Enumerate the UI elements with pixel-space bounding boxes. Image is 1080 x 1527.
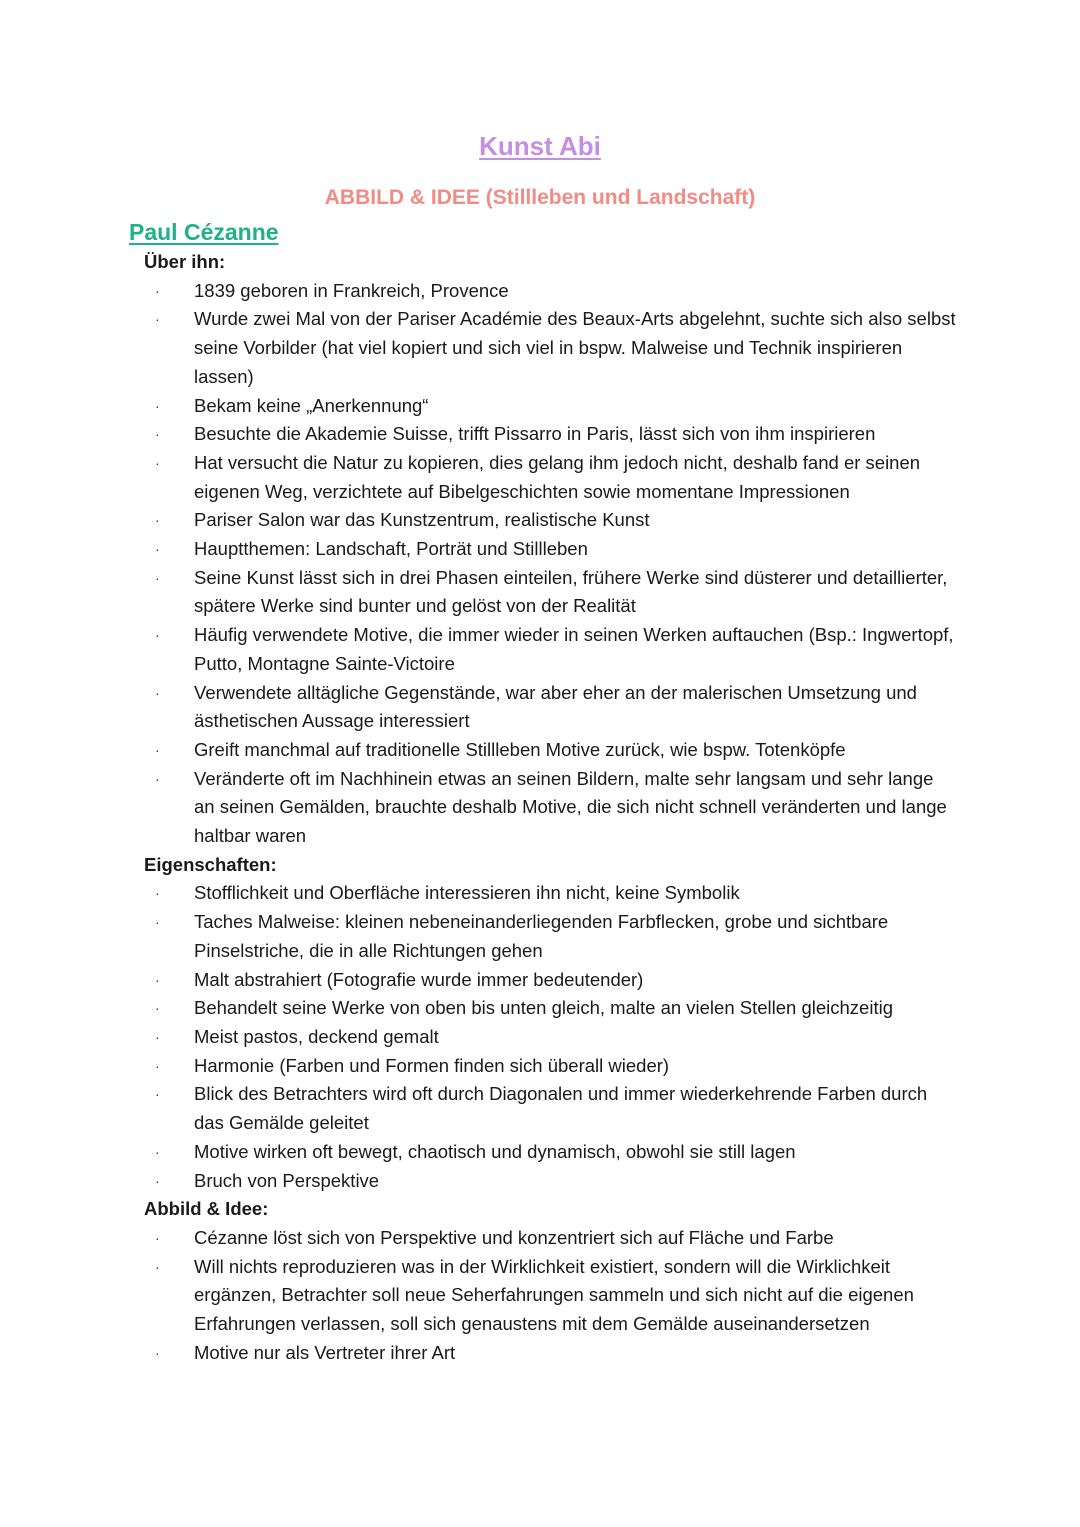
list-item	[129, 535, 959, 564]
list-item	[129, 879, 959, 908]
list-item-text: Pariser Salon war das Kunstzentrum, realistische Kunst	[194, 509, 650, 531]
list-item	[129, 621, 959, 678]
bullet-icon: ·	[155, 684, 160, 701]
list-item-text: Verwendete alltägliche Gegenstände, war aber eher an der malerischen Umsetzung und ästhetischen Aussage interessiert	[194, 681, 917, 732]
list-item	[129, 1167, 959, 1196]
document-body	[129, 216, 959, 1367]
list-item	[129, 277, 959, 306]
list-item-text: Bekam keine „Anerkennung“	[194, 394, 429, 416]
list-item	[129, 1339, 959, 1368]
list-item-text: Taches Malweise: kleinen nebeneinanderliegenden Farbflecken, grobe und sichtbare Pinselstriche, die in alle Richtungen gehen	[194, 911, 889, 961]
list-item-text: Seine Kunst lässt sich in drei Phasen einteilen, frühere Werke sind düsterer und detaillierter, spätere Werke sind bunter und gelöst von der Realität	[194, 566, 948, 617]
list-item-text: Veränderte oft im Nachhinein etwas an seinen Bildern, malte sehr langsam und sehr lange an seinen Gemälden, brauchte deshalb Motive, die sich nicht schnell veränderten und lange haltbar waren	[194, 767, 947, 847]
list-item-text: Hat versucht die Natur zu kopieren, dies gelang ihm jedoch nicht, deshalb fand er seinen eigenen Weg, verzichtete auf Bibelgeschichten sowie momentane Impressionen	[194, 451, 921, 502]
list-item-text: Motive nur als Vertreter ihrer Art	[194, 1341, 456, 1363]
list-item	[129, 908, 959, 965]
list-item	[129, 765, 959, 851]
bullet-icon: ·	[155, 971, 160, 988]
bullet-icon: ·	[155, 397, 160, 414]
document-subtitle: ABBILD & IDEE (Stillleben und Landschaft)	[324, 186, 756, 209]
section-properties	[129, 851, 959, 1195]
bullet-icon: ·	[155, 1086, 160, 1103]
bullet-icon: ·	[155, 1344, 160, 1361]
section-image-and-idea	[129, 1195, 959, 1367]
list-item-text: Stofflichkeit und Oberfläche interessieren ihn nicht, keine Symbolik	[194, 882, 740, 904]
list-item	[129, 1080, 959, 1137]
bullet-icon: ·	[155, 885, 160, 902]
bullet-icon: ·	[155, 569, 160, 586]
list-item	[129, 305, 959, 391]
list-item-text: Harmonie (Farben und Formen finden sich überall wieder)	[194, 1054, 670, 1076]
bullet-icon: ·	[155, 741, 160, 758]
list-item-text: 1839 geboren in Frankreich, Provence	[194, 279, 509, 301]
section-heading: Eigenschaften:	[144, 853, 277, 875]
list-item-text: Malt abstrahiert (Fotografie wurde immer bedeutender)	[194, 968, 644, 990]
list-item-text: Wurde zwei Mal von der Pariser Académie des Beaux-Arts abgelehnt, suchte sich also selbst seine Vorbilder (hat viel kopiert und sich viel in bspw. Malweise und Technik inspirieren lassen)	[194, 308, 956, 387]
section-heading: Abbild & Idee:	[144, 1198, 269, 1220]
bullet-icon: ·	[155, 311, 160, 328]
bullet-icon: ·	[155, 1028, 160, 1045]
list-item-text: Hauptthemen: Landschaft, Porträt und Stillleben	[194, 538, 588, 560]
section-heading: Über ihn:	[144, 251, 226, 272]
list-item-text: Meist pastos, deckend gemalt	[194, 1025, 439, 1047]
list-item-text: Cézanne löst sich von Perspektive und konzentriert sich auf Fläche und Farbe	[194, 1226, 834, 1248]
bullet-icon: ·	[155, 770, 160, 787]
artist-heading: Paul Cézanne	[129, 219, 279, 245]
bullet-icon: ·	[155, 1143, 160, 1160]
bullet-icon: ·	[155, 1172, 160, 1189]
list-item	[129, 420, 959, 449]
list-item	[129, 966, 959, 995]
list-item-text: Will nichts reproduzieren was in der Wirklichkeit existiert, sondern will die Wirklichkeit ergänzen, Betrachter soll neue Seherfahrungen sammeln und sich nicht auf die eigenen Erfahrungen verlassen, soll sich genaustens mit dem Gemälde auseinandersetzen	[194, 1255, 914, 1335]
list-item	[129, 679, 959, 736]
bullet-list	[129, 277, 959, 851]
list-item	[129, 736, 959, 765]
bullet-list	[129, 879, 959, 1195]
list-item-text: Behandelt seine Werke von oben bis unten gleich, malte an vielen Stellen gleichzeitig	[194, 997, 893, 1019]
list-item	[129, 1138, 959, 1167]
section-about	[129, 248, 959, 851]
bullet-icon: ·	[155, 914, 160, 931]
list-item	[129, 1224, 959, 1253]
bullet-icon: ·	[155, 426, 160, 443]
bullet-icon: ·	[155, 541, 160, 558]
list-item-text: Motive wirken oft bewegt, chaotisch und dynamisch, obwohl sie still lagen	[194, 1140, 796, 1162]
bullet-icon: ·	[155, 454, 160, 471]
list-item-text: Blick des Betrachters wird oft durch Diagonalen und immer wiederkehrende Farben durch das Gemälde geleitet	[194, 1083, 928, 1134]
bullet-icon: ·	[155, 282, 160, 299]
bullet-icon: ·	[155, 1258, 160, 1275]
bullet-icon: ·	[155, 1229, 160, 1246]
list-item-text: Besuchte die Akademie Suisse, trifft Pissarro in Paris, lässt sich von ihm inspirieren	[194, 423, 876, 445]
list-item	[129, 1023, 959, 1052]
list-item	[129, 994, 959, 1023]
bullet-list	[129, 1224, 959, 1368]
bullet-icon: ·	[155, 1000, 160, 1017]
document-title: Kunst Abi	[479, 131, 601, 161]
list-item-text: Häufig verwendete Motive, die immer wieder in seinen Werken auftauchen (Bsp.: Ingwertopf, Putto, Montagne Sainte-Victoire	[194, 624, 954, 674]
bullet-icon: ·	[155, 512, 160, 529]
list-item	[129, 449, 959, 506]
bullet-icon: ·	[155, 1057, 160, 1074]
list-item	[129, 392, 959, 421]
list-item-text: Greift manchmal auf traditionelle Stillleben Motive zurück, wie bspw. Totenköpfe	[194, 738, 846, 760]
bullet-icon: ·	[155, 627, 160, 644]
list-item	[129, 1253, 959, 1339]
list-item	[129, 564, 959, 621]
list-item-text: Bruch von Perspektive	[194, 1169, 380, 1191]
list-item	[129, 1052, 959, 1081]
list-item	[129, 506, 959, 535]
